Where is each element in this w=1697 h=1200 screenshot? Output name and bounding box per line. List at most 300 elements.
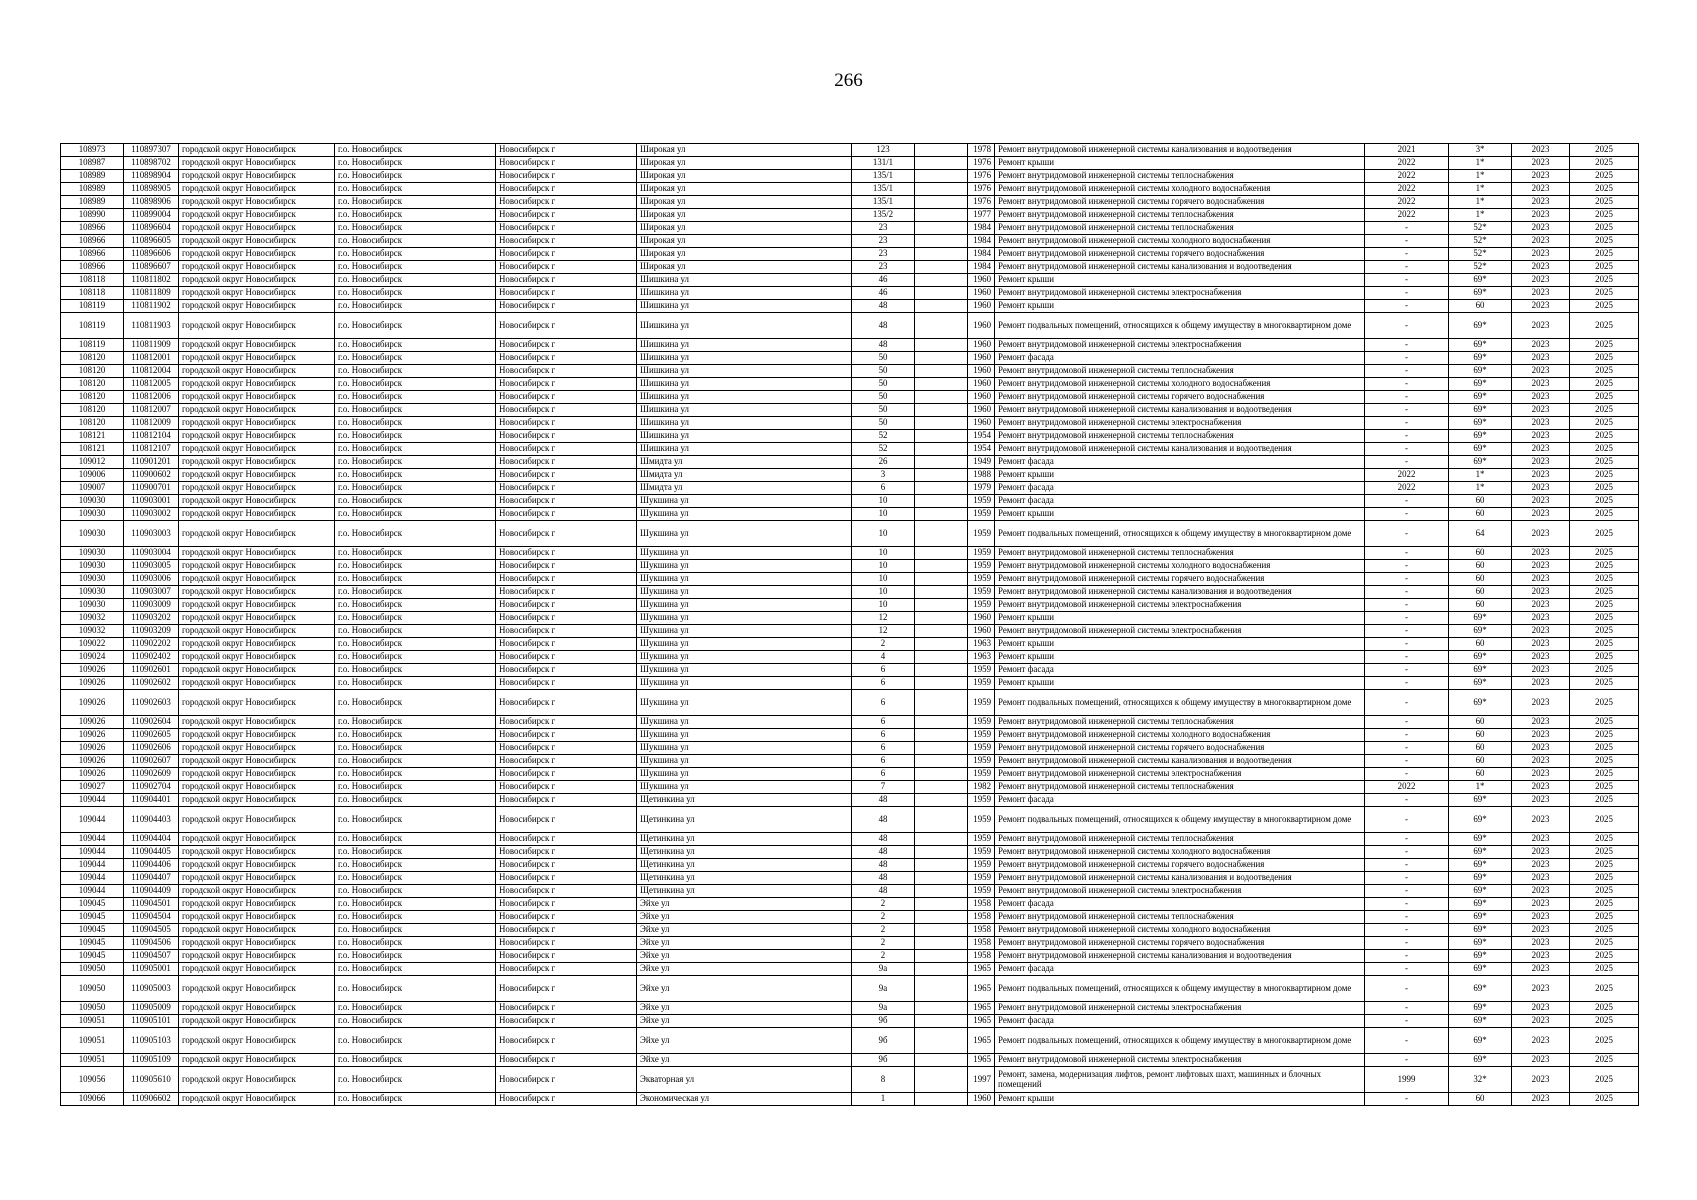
- record-id-cell: 109051: [61, 1015, 124, 1028]
- start-year-cell: 2023: [1512, 664, 1570, 677]
- locality-cell: Новосибирск г: [496, 417, 637, 430]
- street-cell: Шукшина ул: [637, 625, 852, 638]
- start-year-cell: 2023: [1512, 859, 1570, 872]
- end-year-cell: 2025: [1570, 417, 1639, 430]
- municipal-district-cell: городской округ Новосибирск: [179, 690, 335, 716]
- construction-year-cell: 1963: [968, 638, 995, 651]
- construction-year-cell: 1959: [968, 872, 995, 885]
- locality-cell: Новосибирск г: [496, 391, 637, 404]
- work-type-cell: Ремонт внутридомовой инженерной системы холодного водоснабжения: [995, 378, 1365, 391]
- house-number-cell: 10: [852, 495, 915, 508]
- object-code-cell: 110896605: [124, 235, 179, 248]
- construction-year-cell: 1976: [968, 157, 995, 170]
- building-number-cell: [915, 976, 968, 1002]
- locality-cell: Новосибирск г: [496, 144, 637, 157]
- construction-year-cell: 1959: [968, 768, 995, 781]
- record-id-cell: 109050: [61, 1002, 124, 1015]
- municipal-settlement-cell: г.о. Новосибирск: [335, 742, 496, 755]
- end-year-cell: 2025: [1570, 209, 1639, 222]
- work-type-cell: Ремонт внутридомовой инженерной системы канализования и водоотведения: [995, 261, 1365, 274]
- municipal-settlement-cell: г.о. Новосибирск: [335, 807, 496, 833]
- start-year-cell: 2023: [1512, 352, 1570, 365]
- record-id-cell: 109044: [61, 885, 124, 898]
- municipal-district-cell: городской округ Новосибирск: [179, 443, 335, 456]
- building-number-cell: [915, 742, 968, 755]
- house-number-cell: 6: [852, 664, 915, 677]
- work-type-cell: Ремонт внутридомовой инженерной системы горячего водоснабжения: [995, 196, 1365, 209]
- table-row: [61, 885, 1639, 898]
- start-year-cell: 2023: [1512, 794, 1570, 807]
- building-number-cell: [915, 729, 968, 742]
- building-number-cell: [915, 586, 968, 599]
- construction-year-cell: 1959: [968, 560, 995, 573]
- start-year-cell: 2023: [1512, 690, 1570, 716]
- last-repair-year-cell: -: [1365, 352, 1449, 365]
- record-id-cell: 109026: [61, 729, 124, 742]
- last-repair-year-cell: 2022: [1365, 183, 1449, 196]
- locality-cell: Новосибирск г: [496, 183, 637, 196]
- house-number-cell: 2: [852, 638, 915, 651]
- municipal-settlement-cell: г.о. Новосибирск: [335, 391, 496, 404]
- municipal-settlement-cell: г.о. Новосибирск: [335, 547, 496, 560]
- municipal-settlement-cell: г.о. Новосибирск: [335, 222, 496, 235]
- table-row: [61, 664, 1639, 677]
- record-id-cell: 108966: [61, 235, 124, 248]
- work-type-cell: Ремонт внутридомовой инженерной системы канализования и водоотведения: [995, 586, 1365, 599]
- locality-cell: Новосибирск г: [496, 599, 637, 612]
- locality-cell: Новосибирск г: [496, 794, 637, 807]
- house-number-cell: 10: [852, 521, 915, 547]
- table-row: [61, 755, 1639, 768]
- end-year-cell: 2025: [1570, 937, 1639, 950]
- municipal-district-cell: городской округ Новосибирск: [179, 209, 335, 222]
- object-code-cell: 110812007: [124, 404, 179, 417]
- period-indicator-cell: 69*: [1449, 664, 1512, 677]
- construction-year-cell: 1979: [968, 482, 995, 495]
- municipal-district-cell: городской округ Новосибирск: [179, 248, 335, 261]
- municipal-settlement-cell: г.о. Новосибирск: [335, 157, 496, 170]
- locality-cell: Новосибирск г: [496, 1015, 637, 1028]
- end-year-cell: 2025: [1570, 391, 1639, 404]
- object-code-cell: 110903209: [124, 625, 179, 638]
- locality-cell: Новосибирск г: [496, 365, 637, 378]
- object-code-cell: 110904401: [124, 794, 179, 807]
- object-code-cell: 110902605: [124, 729, 179, 742]
- locality-cell: Новосибирск г: [496, 1067, 637, 1093]
- object-code-cell: 110905103: [124, 1028, 179, 1054]
- last-repair-year-cell: -: [1365, 430, 1449, 443]
- building-number-cell: [915, 313, 968, 339]
- work-type-cell: Ремонт внутридомовой инженерной системы канализования и водоотведения: [995, 872, 1365, 885]
- municipal-district-cell: городской округ Новосибирск: [179, 1002, 335, 1015]
- construction-year-cell: 1958: [968, 937, 995, 950]
- work-type-cell: Ремонт внутридомовой инженерной системы теплоснабжения: [995, 170, 1365, 183]
- building-number-cell: [915, 716, 968, 729]
- street-cell: Шукшина ул: [637, 664, 852, 677]
- house-number-cell: 2: [852, 950, 915, 963]
- start-year-cell: 2023: [1512, 1002, 1570, 1015]
- period-indicator-cell: 52*: [1449, 222, 1512, 235]
- street-cell: Щетинкина ул: [637, 833, 852, 846]
- street-cell: Широкая ул: [637, 196, 852, 209]
- object-code-cell: 110903007: [124, 586, 179, 599]
- start-year-cell: 2023: [1512, 976, 1570, 1002]
- municipal-district-cell: городской округ Новосибирск: [179, 898, 335, 911]
- last-repair-year-cell: -: [1365, 794, 1449, 807]
- end-year-cell: 2025: [1570, 573, 1639, 586]
- construction-year-cell: 1958: [968, 950, 995, 963]
- locality-cell: Новосибирск г: [496, 612, 637, 625]
- record-id-cell: 108119: [61, 339, 124, 352]
- table-row: [61, 742, 1639, 755]
- building-number-cell: [915, 365, 968, 378]
- locality-cell: Новосибирск г: [496, 859, 637, 872]
- locality-cell: Новосибирск г: [496, 872, 637, 885]
- house-number-cell: 50: [852, 404, 915, 417]
- table-row: [61, 729, 1639, 742]
- construction-year-cell: 1960: [968, 339, 995, 352]
- street-cell: Шишкина ул: [637, 274, 852, 287]
- locality-cell: Новосибирск г: [496, 430, 637, 443]
- period-indicator-cell: 69*: [1449, 1002, 1512, 1015]
- table-row: [61, 872, 1639, 885]
- work-type-cell: Ремонт подвальных помещений, относящихся к общему имуществу в многоквартирном доме: [995, 1028, 1365, 1054]
- municipal-district-cell: городской округ Новосибирск: [179, 807, 335, 833]
- start-year-cell: 2023: [1512, 261, 1570, 274]
- house-number-cell: 12: [852, 612, 915, 625]
- record-id-cell: 109026: [61, 742, 124, 755]
- last-repair-year-cell: -: [1365, 456, 1449, 469]
- building-number-cell: [915, 1028, 968, 1054]
- table-row: [61, 287, 1639, 300]
- object-code-cell: 110899004: [124, 209, 179, 222]
- construction-year-cell: 1960: [968, 612, 995, 625]
- period-indicator-cell: 69*: [1449, 690, 1512, 716]
- work-type-cell: Ремонт внутридомовой инженерной системы теплоснабжения: [995, 430, 1365, 443]
- start-year-cell: 2023: [1512, 157, 1570, 170]
- record-id-cell: 108119: [61, 300, 124, 313]
- period-indicator-cell: 60: [1449, 716, 1512, 729]
- last-repair-year-cell: -: [1365, 235, 1449, 248]
- record-id-cell: 108987: [61, 157, 124, 170]
- municipal-district-cell: городской округ Новосибирск: [179, 794, 335, 807]
- street-cell: Шишкина ул: [637, 391, 852, 404]
- work-type-cell: Ремонт крыши: [995, 612, 1365, 625]
- street-cell: Шукшина ул: [637, 599, 852, 612]
- work-type-cell: Ремонт фасада: [995, 482, 1365, 495]
- end-year-cell: 2025: [1570, 599, 1639, 612]
- record-id-cell: 109045: [61, 898, 124, 911]
- period-indicator-cell: 69*: [1449, 612, 1512, 625]
- end-year-cell: 2025: [1570, 313, 1639, 339]
- last-repair-year-cell: -: [1365, 521, 1449, 547]
- municipal-settlement-cell: г.о. Новосибирск: [335, 872, 496, 885]
- construction-year-cell: 1976: [968, 183, 995, 196]
- period-indicator-cell: 60: [1449, 768, 1512, 781]
- end-year-cell: 2025: [1570, 924, 1639, 937]
- street-cell: Эйхе ул: [637, 1028, 852, 1054]
- last-repair-year-cell: -: [1365, 300, 1449, 313]
- work-type-cell: Ремонт внутридомовой инженерной системы электроснабжения: [995, 339, 1365, 352]
- municipal-settlement-cell: г.о. Новосибирск: [335, 235, 496, 248]
- last-repair-year-cell: -: [1365, 625, 1449, 638]
- period-indicator-cell: 69*: [1449, 339, 1512, 352]
- last-repair-year-cell: -: [1365, 612, 1449, 625]
- locality-cell: Новосибирск г: [496, 1054, 637, 1067]
- locality-cell: Новосибирск г: [496, 781, 637, 794]
- last-repair-year-cell: -: [1365, 443, 1449, 456]
- table-row: [61, 521, 1639, 547]
- end-year-cell: 2025: [1570, 859, 1639, 872]
- record-id-cell: 109050: [61, 963, 124, 976]
- construction-year-cell: 1960: [968, 1093, 995, 1106]
- object-code-cell: 110902202: [124, 638, 179, 651]
- municipal-settlement-cell: г.о. Новосибирск: [335, 430, 496, 443]
- record-id-cell: 109026: [61, 677, 124, 690]
- building-number-cell: [915, 755, 968, 768]
- table-row: [61, 976, 1639, 1002]
- object-code-cell: 110904506: [124, 937, 179, 950]
- street-cell: Шукшина ул: [637, 508, 852, 521]
- municipal-district-cell: городской округ Новосибирск: [179, 1015, 335, 1028]
- locality-cell: Новосибирск г: [496, 235, 637, 248]
- street-cell: Шишкина ул: [637, 378, 852, 391]
- work-type-cell: Ремонт внутридомовой инженерной системы горячего водоснабжения: [995, 573, 1365, 586]
- object-code-cell: 110901201: [124, 456, 179, 469]
- street-cell: Шукшина ул: [637, 495, 852, 508]
- construction-year-cell: 1965: [968, 1015, 995, 1028]
- municipal-district-cell: городской округ Новосибирск: [179, 872, 335, 885]
- last-repair-year-cell: -: [1365, 495, 1449, 508]
- municipal-settlement-cell: г.о. Новосибирск: [335, 599, 496, 612]
- table-row: [61, 1028, 1639, 1054]
- building-number-cell: [915, 651, 968, 664]
- start-year-cell: 2023: [1512, 456, 1570, 469]
- record-id-cell: 109026: [61, 690, 124, 716]
- table-row: [61, 482, 1639, 495]
- house-number-cell: 2: [852, 924, 915, 937]
- building-number-cell: [915, 833, 968, 846]
- start-year-cell: 2023: [1512, 417, 1570, 430]
- period-indicator-cell: 32*: [1449, 1067, 1512, 1093]
- municipal-settlement-cell: г.о. Новосибирск: [335, 469, 496, 482]
- building-number-cell: [915, 469, 968, 482]
- municipal-district-cell: городской округ Новосибирск: [179, 339, 335, 352]
- work-type-cell: Ремонт внутридомовой инженерной системы канализования и водоотведения: [995, 404, 1365, 417]
- street-cell: Экваторная ул: [637, 1067, 852, 1093]
- record-id-cell: 109030: [61, 586, 124, 599]
- start-year-cell: 2023: [1512, 300, 1570, 313]
- last-repair-year-cell: -: [1365, 729, 1449, 742]
- start-year-cell: 2023: [1512, 911, 1570, 924]
- locality-cell: Новосибирск г: [496, 807, 637, 833]
- last-repair-year-cell: -: [1365, 1002, 1449, 1015]
- start-year-cell: 2023: [1512, 1067, 1570, 1093]
- end-year-cell: 2025: [1570, 950, 1639, 963]
- house-number-cell: 135/1: [852, 170, 915, 183]
- house-number-cell: 135/1: [852, 196, 915, 209]
- table-row: [61, 365, 1639, 378]
- period-indicator-cell: 1*: [1449, 183, 1512, 196]
- period-indicator-cell: 69*: [1449, 391, 1512, 404]
- table-row: [61, 313, 1639, 339]
- table-row: [61, 417, 1639, 430]
- end-year-cell: 2025: [1570, 248, 1639, 261]
- end-year-cell: 2025: [1570, 872, 1639, 885]
- construction-year-cell: 1958: [968, 898, 995, 911]
- street-cell: Эйхе ул: [637, 950, 852, 963]
- table-row: [61, 573, 1639, 586]
- construction-year-cell: 1959: [968, 846, 995, 859]
- last-repair-year-cell: -: [1365, 664, 1449, 677]
- end-year-cell: 2025: [1570, 742, 1639, 755]
- work-type-cell: Ремонт внутридомовой инженерной системы холодного водоснабжения: [995, 560, 1365, 573]
- house-number-cell: 3: [852, 469, 915, 482]
- object-code-cell: 110900602: [124, 469, 179, 482]
- street-cell: Широкая ул: [637, 170, 852, 183]
- record-id-cell: 108119: [61, 313, 124, 339]
- object-code-cell: 110902402: [124, 651, 179, 664]
- period-indicator-cell: 1*: [1449, 469, 1512, 482]
- start-year-cell: 2023: [1512, 885, 1570, 898]
- locality-cell: Новосибирск г: [496, 976, 637, 1002]
- building-number-cell: [915, 482, 968, 495]
- registry-body: [61, 144, 1639, 1106]
- start-year-cell: 2023: [1512, 404, 1570, 417]
- work-type-cell: Ремонт фасада: [995, 495, 1365, 508]
- municipal-district-cell: городской округ Новосибирск: [179, 261, 335, 274]
- construction-year-cell: 1959: [968, 547, 995, 560]
- street-cell: Широкая ул: [637, 209, 852, 222]
- table-row: [61, 924, 1639, 937]
- municipal-district-cell: городской округ Новосибирск: [179, 183, 335, 196]
- street-cell: Шишкина ул: [637, 300, 852, 313]
- locality-cell: Новосибирск г: [496, 833, 637, 846]
- house-number-cell: 23: [852, 235, 915, 248]
- locality-cell: Новосибирск г: [496, 963, 637, 976]
- end-year-cell: 2025: [1570, 625, 1639, 638]
- house-number-cell: 52: [852, 443, 915, 456]
- record-id-cell: 109044: [61, 794, 124, 807]
- record-id-cell: 108973: [61, 144, 124, 157]
- municipal-settlement-cell: г.о. Новосибирск: [335, 1028, 496, 1054]
- building-number-cell: [915, 287, 968, 300]
- locality-cell: Новосибирск г: [496, 586, 637, 599]
- last-repair-year-cell: -: [1365, 924, 1449, 937]
- house-number-cell: 2: [852, 937, 915, 950]
- work-type-cell: Ремонт внутридомовой инженерной системы электроснабжения: [995, 599, 1365, 612]
- municipal-settlement-cell: г.о. Новосибирск: [335, 690, 496, 716]
- construction-year-cell: 1982: [968, 781, 995, 794]
- table-row: [61, 690, 1639, 716]
- last-repair-year-cell: -: [1365, 859, 1449, 872]
- object-code-cell: 110812006: [124, 391, 179, 404]
- period-indicator-cell: 52*: [1449, 235, 1512, 248]
- start-year-cell: 2023: [1512, 378, 1570, 391]
- table-row: [61, 339, 1639, 352]
- period-indicator-cell: 60: [1449, 755, 1512, 768]
- end-year-cell: 2025: [1570, 885, 1639, 898]
- municipal-settlement-cell: г.о. Новосибирск: [335, 1002, 496, 1015]
- object-code-cell: 110903003: [124, 521, 179, 547]
- building-number-cell: [915, 352, 968, 365]
- object-code-cell: 110811902: [124, 300, 179, 313]
- last-repair-year-cell: -: [1365, 690, 1449, 716]
- house-number-cell: 48: [852, 846, 915, 859]
- last-repair-year-cell: 2022: [1365, 781, 1449, 794]
- period-indicator-cell: 3*: [1449, 144, 1512, 157]
- table-row: [61, 443, 1639, 456]
- street-cell: Эйхе ул: [637, 1015, 852, 1028]
- street-cell: Шукшина ул: [637, 781, 852, 794]
- period-indicator-cell: 69*: [1449, 937, 1512, 950]
- municipal-settlement-cell: г.о. Новосибирск: [335, 352, 496, 365]
- end-year-cell: 2025: [1570, 261, 1639, 274]
- municipal-district-cell: городской округ Новосибирск: [179, 924, 335, 937]
- table-row: [61, 456, 1639, 469]
- start-year-cell: 2023: [1512, 469, 1570, 482]
- building-number-cell: [915, 144, 968, 157]
- municipal-district-cell: городской округ Новосибирск: [179, 547, 335, 560]
- start-year-cell: 2023: [1512, 768, 1570, 781]
- period-indicator-cell: 1*: [1449, 482, 1512, 495]
- end-year-cell: 2025: [1570, 807, 1639, 833]
- start-year-cell: 2023: [1512, 209, 1570, 222]
- work-type-cell: Ремонт фасада: [995, 963, 1365, 976]
- end-year-cell: 2025: [1570, 378, 1639, 391]
- work-type-cell: Ремонт внутридомовой инженерной системы теплоснабжения: [995, 222, 1365, 235]
- building-number-cell: [915, 222, 968, 235]
- building-number-cell: [915, 768, 968, 781]
- municipal-district-cell: городской округ Новосибирск: [179, 768, 335, 781]
- end-year-cell: 2025: [1570, 651, 1639, 664]
- end-year-cell: 2025: [1570, 508, 1639, 521]
- object-code-cell: 110898702: [124, 157, 179, 170]
- work-type-cell: Ремонт фасада: [995, 664, 1365, 677]
- end-year-cell: 2025: [1570, 222, 1639, 235]
- last-repair-year-cell: -: [1365, 365, 1449, 378]
- municipal-settlement-cell: г.о. Новосибирск: [335, 716, 496, 729]
- period-indicator-cell: 69*: [1449, 846, 1512, 859]
- house-number-cell: 10: [852, 586, 915, 599]
- last-repair-year-cell: -: [1365, 950, 1449, 963]
- municipal-district-cell: городской округ Новосибирск: [179, 950, 335, 963]
- record-id-cell: 109044: [61, 846, 124, 859]
- work-type-cell: Ремонт внутридомовой инженерной системы электроснабжения: [995, 768, 1365, 781]
- house-number-cell: 10: [852, 573, 915, 586]
- object-code-cell: 110903001: [124, 495, 179, 508]
- municipal-settlement-cell: г.о. Новосибирск: [335, 300, 496, 313]
- construction-year-cell: 1949: [968, 456, 995, 469]
- municipal-settlement-cell: г.о. Новосибирск: [335, 755, 496, 768]
- end-year-cell: 2025: [1570, 794, 1639, 807]
- table-row: [61, 807, 1639, 833]
- last-repair-year-cell: -: [1365, 222, 1449, 235]
- period-indicator-cell: 60: [1449, 495, 1512, 508]
- house-number-cell: 48: [852, 885, 915, 898]
- municipal-settlement-cell: г.о. Новосибирск: [335, 729, 496, 742]
- municipal-district-cell: городской округ Новосибирск: [179, 833, 335, 846]
- building-number-cell: [915, 430, 968, 443]
- municipal-settlement-cell: г.о. Новосибирск: [335, 651, 496, 664]
- house-number-cell: 6: [852, 677, 915, 690]
- record-id-cell: 108989: [61, 183, 124, 196]
- construction-year-cell: 1960: [968, 287, 995, 300]
- municipal-district-cell: городской округ Новосибирск: [179, 846, 335, 859]
- municipal-district-cell: городской округ Новосибирск: [179, 1054, 335, 1067]
- street-cell: Шукшина ул: [637, 755, 852, 768]
- building-number-cell: [915, 443, 968, 456]
